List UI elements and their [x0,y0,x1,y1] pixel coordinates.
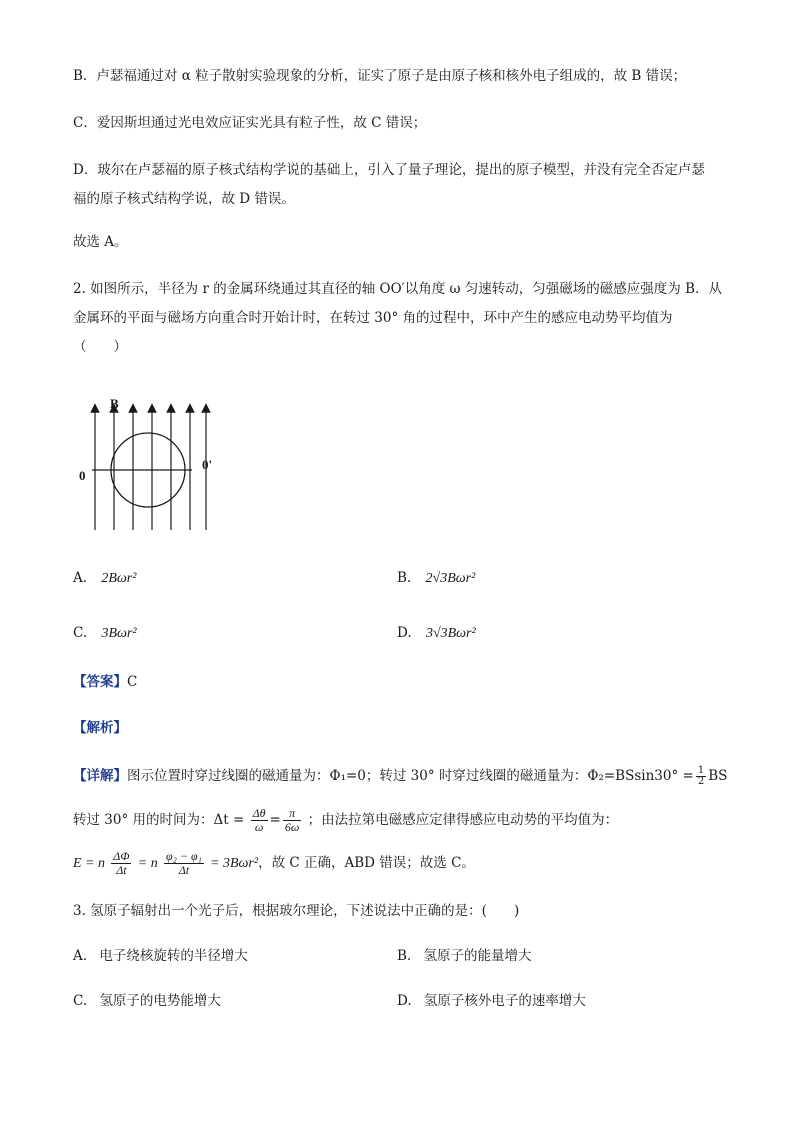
option-letter: D. [397,993,412,1009]
label-o-prime: 0' [202,457,213,472]
q2-stem-line-3: （ ） [73,339,127,355]
q3-stem: 3. 氢原子辐射出一个光子后，根据玻尔理论，下述说法中正确的是：( ) [73,903,520,919]
q3-option-c[interactable] [73,992,221,1010]
detail-text-end: ，故 C 正确，ABD 错误；故选 C。 [258,855,475,871]
answer-b-line: B．卢瑟福通过对 α 粒子散射实验现象的分析，证实了原子是由原子核和核外电子组成的，故 B 错误； [73,68,687,84]
fraction-half: $\frac{1}{2}$ [697,765,705,787]
detail-tag: 【详解】 [73,768,127,784]
option-letter: B. [397,948,412,964]
q2-option-a[interactable] [73,569,136,588]
q2-detail-line-2: 转过 30° 用的时间为：Δt = $\frac{\Delta\theta}{\omega}$ = $\frac{\pi}{6\omega}$ ；由法拉第电磁感应定律得感应电动势的平均值为： [73,806,619,834]
fraction-dtheta-omega: $\frac{\Delta\theta}{\omega}$ [252,806,266,834]
option-expr: 3√3Bωr² [425,626,476,641]
q2-option-b[interactable] [397,569,475,588]
option-text: 氢原子的电势能增大 [99,993,221,1009]
detail-text-end: BS [708,768,728,784]
detail-text: 图示位置时穿过线圈的磁通量为：Φ₁=0；转过 30° 时穿过线圈的磁通量为：Φ₂=BSsin30° = [127,768,694,784]
option-letter: C. [73,625,88,641]
q3-option-b[interactable] [397,947,532,965]
detail-text-end: ；由法拉第电磁感应定律得感应电动势的平均值为： [307,812,619,828]
fraction-dphi-dt: $\frac{\Delta\Phi}{\Delta t}$ [113,849,130,877]
answer-tag: 【答案】 [73,674,127,690]
option-letter: A. [73,570,88,586]
option-letter: B. [397,570,412,586]
emf-mid: = n [137,856,158,871]
emf-lhs: E = n [73,856,105,871]
q2-answer [73,673,137,691]
answer-value: C [127,674,138,690]
answer-d-line-2: 福的原子核式结构学说，故 D 错误。 [73,191,295,207]
option-expr: 3Bωr² [101,626,137,641]
option-letter: C. [73,993,88,1009]
analysis-tag: 【解析】 [73,720,127,736]
q2-option-d[interactable] [397,624,476,643]
label-b: B [110,396,119,411]
fraction-pi-6omega: $\frac{\pi}{6\omega}$ [284,806,300,834]
q2-analysis [73,719,127,737]
fraction-phi-diff: $\frac{\text{φ₂ − φ₁}}{\Delta t}$ [166,849,202,877]
q3-option-d[interactable] [397,992,586,1010]
answer-c-line: C．爱因斯坦通过光电效应证实光具有粒子性，故 C 错误； [73,115,427,131]
q2-figure [70,390,230,540]
option-letter: D. [397,625,412,641]
detail-text: 转过 30° 用的时间为：Δt = [73,812,245,828]
emf-rhs: = 3Bωr² [210,856,259,871]
q2-stem-line-1: 2. 如图所示，半径为 r 的金属环绕通过其直径的轴 OO′以角度 ω 匀速转动，匀强磁场的磁感应强度为 B．从 [73,281,723,297]
option-letter: A. [73,948,88,964]
option-text: 电子绕核旋转的半径增大 [99,948,248,964]
option-expr: 2√3Bωr² [425,571,476,586]
answer-conclusion: 故选 A。 [73,234,128,250]
q3-option-a[interactable] [73,947,248,965]
q2-detail-line-3 [73,850,475,877]
q2-stem-line-2: 金属环的平面与磁场方向重合时开始计时，在转过 30° 角的过程中，环中产生的感应电动势平均值为 [73,310,673,326]
option-text: 氢原子核外电子的速率增大 [423,993,586,1009]
option-text: 氢原子的能量增大 [423,948,532,964]
label-o: 0 [79,468,86,483]
q2-detail-line-1 [73,766,727,787]
option-expr: 2Bωr² [101,571,137,586]
q2-option-c[interactable] [73,624,137,643]
answer-d-line-1: D．玻尔在卢瑟福的原子核式结构学说的基础上，引入了量子理论，提出的原子模型，并没有完全否定卢瑟 [73,162,705,178]
